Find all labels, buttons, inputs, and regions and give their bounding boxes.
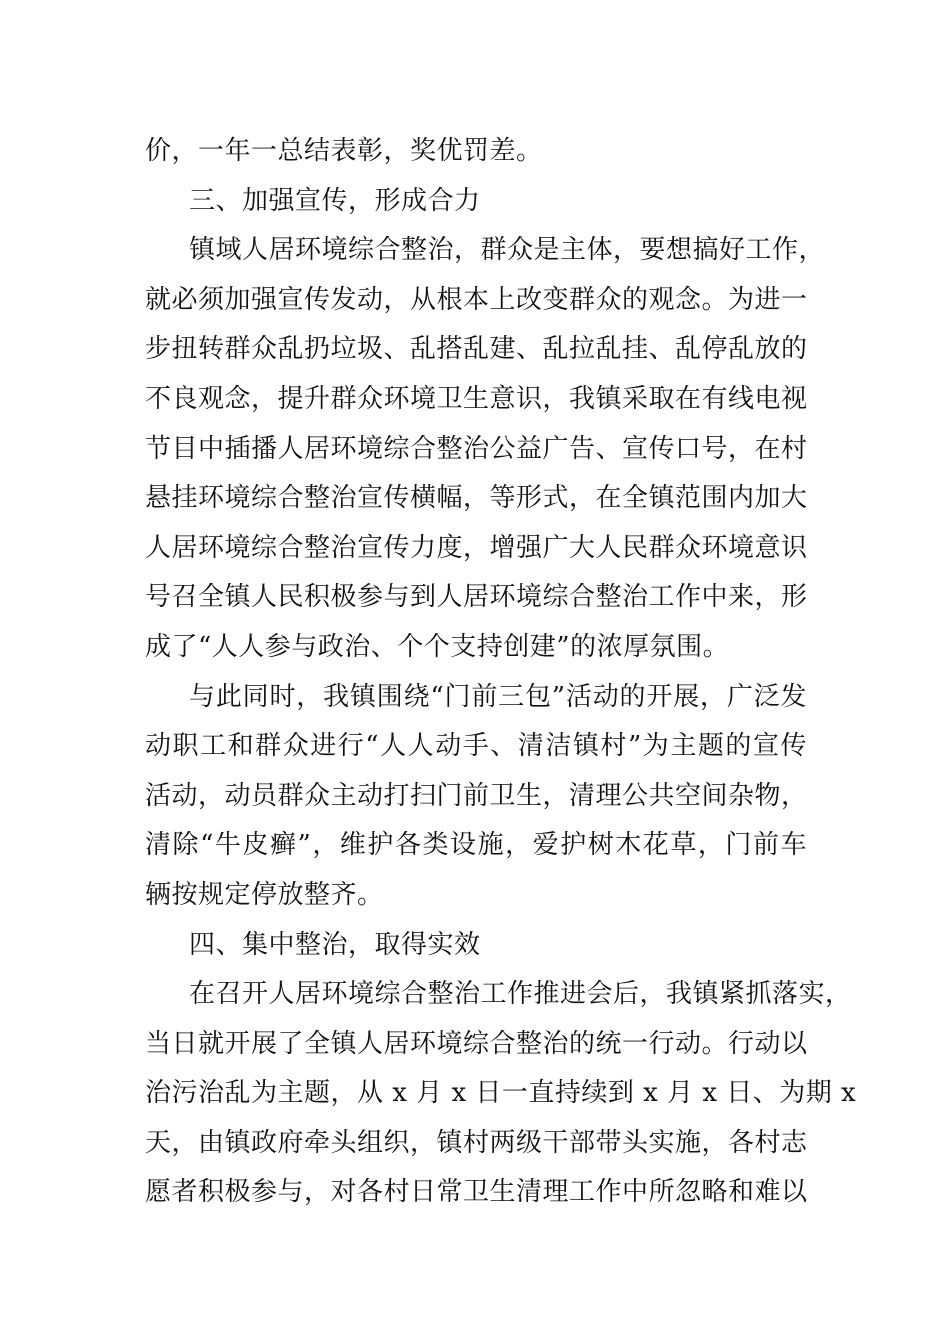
paragraph-line: 在召开人居环境综合整治工作推进会后，我镇紧抓落实， [189, 979, 852, 1010]
paragraph-line: 当日就开展了全镇人居环境综合整治的统一行动。行动以 [145, 1028, 808, 1059]
paragraph-line: 悬挂环境综合整治宣传横幅，等形式，在全镇范围内加大 [145, 483, 808, 514]
paragraph-line: 镇域人居环境综合整治，群众是主体，要想搞好工作， [189, 235, 826, 266]
paragraph-line: 治污治乱为主题，从 x 月 x 日一直持续到 x 月 x 日、为期 x [145, 1078, 857, 1109]
paragraph-line: 辆按规定停放整齐。 [145, 879, 384, 910]
paragraph-line: 天，由镇政府牵头组织，镇村两级干部带头实施，各村志 [145, 1127, 808, 1158]
paragraph-line: 价，一年一总结表彰，奖优罚差。 [145, 136, 543, 166]
paragraph-line: 步扭转群众乱扔垃圾、乱搭乱建、乱拉乱挂、乱停乱放的 [145, 334, 808, 365]
paragraph-line: 清除“牛皮癣”，维护各类设施，爱护树木花草，门前车 [145, 830, 807, 861]
paragraph-line: 活动，动员群众主动打扫门前卫生，清理公共空间杂物， [145, 780, 808, 811]
paragraph-line: 动职工和群众进行“人人动手、清洁镇村”为主题的宣传 [145, 731, 807, 762]
paragraph-line: 不良观念，提升群众环境卫生意识，我镇采取在有线电视 [145, 383, 808, 414]
section-heading-3: 三、加强宣传，形成合力 [189, 185, 481, 216]
paragraph-line: 节目中插播人居环境综合整治公益广告、宣传口号，在村 [145, 433, 808, 464]
paragraph-line: 与此同时，我镇围绕“门前三包”活动的开展，广泛发 [189, 681, 807, 712]
paragraph-line: 成了“人人参与政治、个个支持创建”的浓厚氛围。 [145, 631, 730, 662]
paragraph-line: 愿者积极参与，对各村日常卫生清理工作中所忽略和难以 [145, 1177, 808, 1208]
section-heading-4: 四、集中整治，取得实效 [189, 929, 481, 960]
paragraph-line: 号召全镇人民积极参与到人居环境综合整治工作中来，形 [145, 582, 808, 613]
document-body [145, 127, 857, 1218]
paragraph-line: 就必须加强宣传发动，从根本上改变群众的观念。为进一 [145, 284, 808, 315]
paragraph-line: 人居环境综合整治宣传力度，增强广大人民群众环境意识 [145, 532, 808, 563]
